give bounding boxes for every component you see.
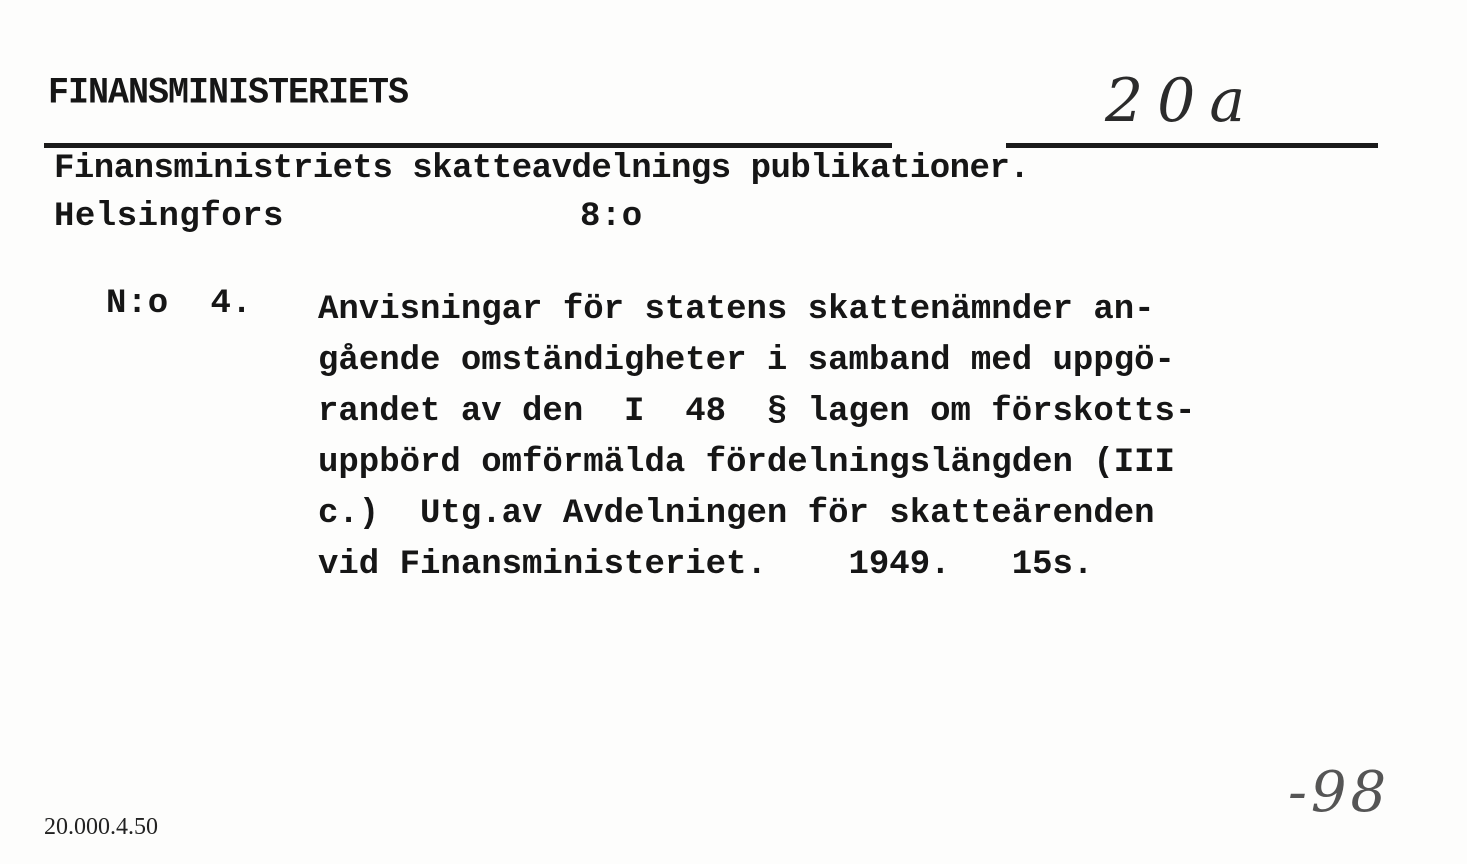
handwritten-call-number: 20a <box>1105 66 1260 136</box>
handwritten-page-note: -98 <box>1288 760 1391 825</box>
description-line: vid Finansministeriet. 1949. 15s. <box>318 546 1094 584</box>
description-line: randet av den I 48 § lagen om förskotts- <box>318 393 1196 431</box>
series-title: Finansministriets skatteavdelnings publikationer. <box>54 150 1030 188</box>
description-line: Anvisningar för statens skattenämnder an- <box>318 291 1155 329</box>
description-line: uppbörd omförmälda fördelningslängden (III <box>318 444 1175 482</box>
item-description <box>318 285 1458 591</box>
publication-format: 8:o <box>580 198 643 236</box>
item-number: N:o 4. <box>106 285 253 323</box>
publication-place: Helsingfors <box>54 198 284 236</box>
print-code: 20.000.4.50 <box>44 814 158 840</box>
description-line: gående omständigheter i samband med uppgö- <box>318 342 1175 380</box>
description-line: c.) Utg.av Avdelningen för skatteärenden <box>318 495 1155 533</box>
header-rule-right <box>1006 143 1378 148</box>
header-title: FINANSMINISTERIETS <box>48 72 409 114</box>
header-rule-left <box>44 143 892 148</box>
